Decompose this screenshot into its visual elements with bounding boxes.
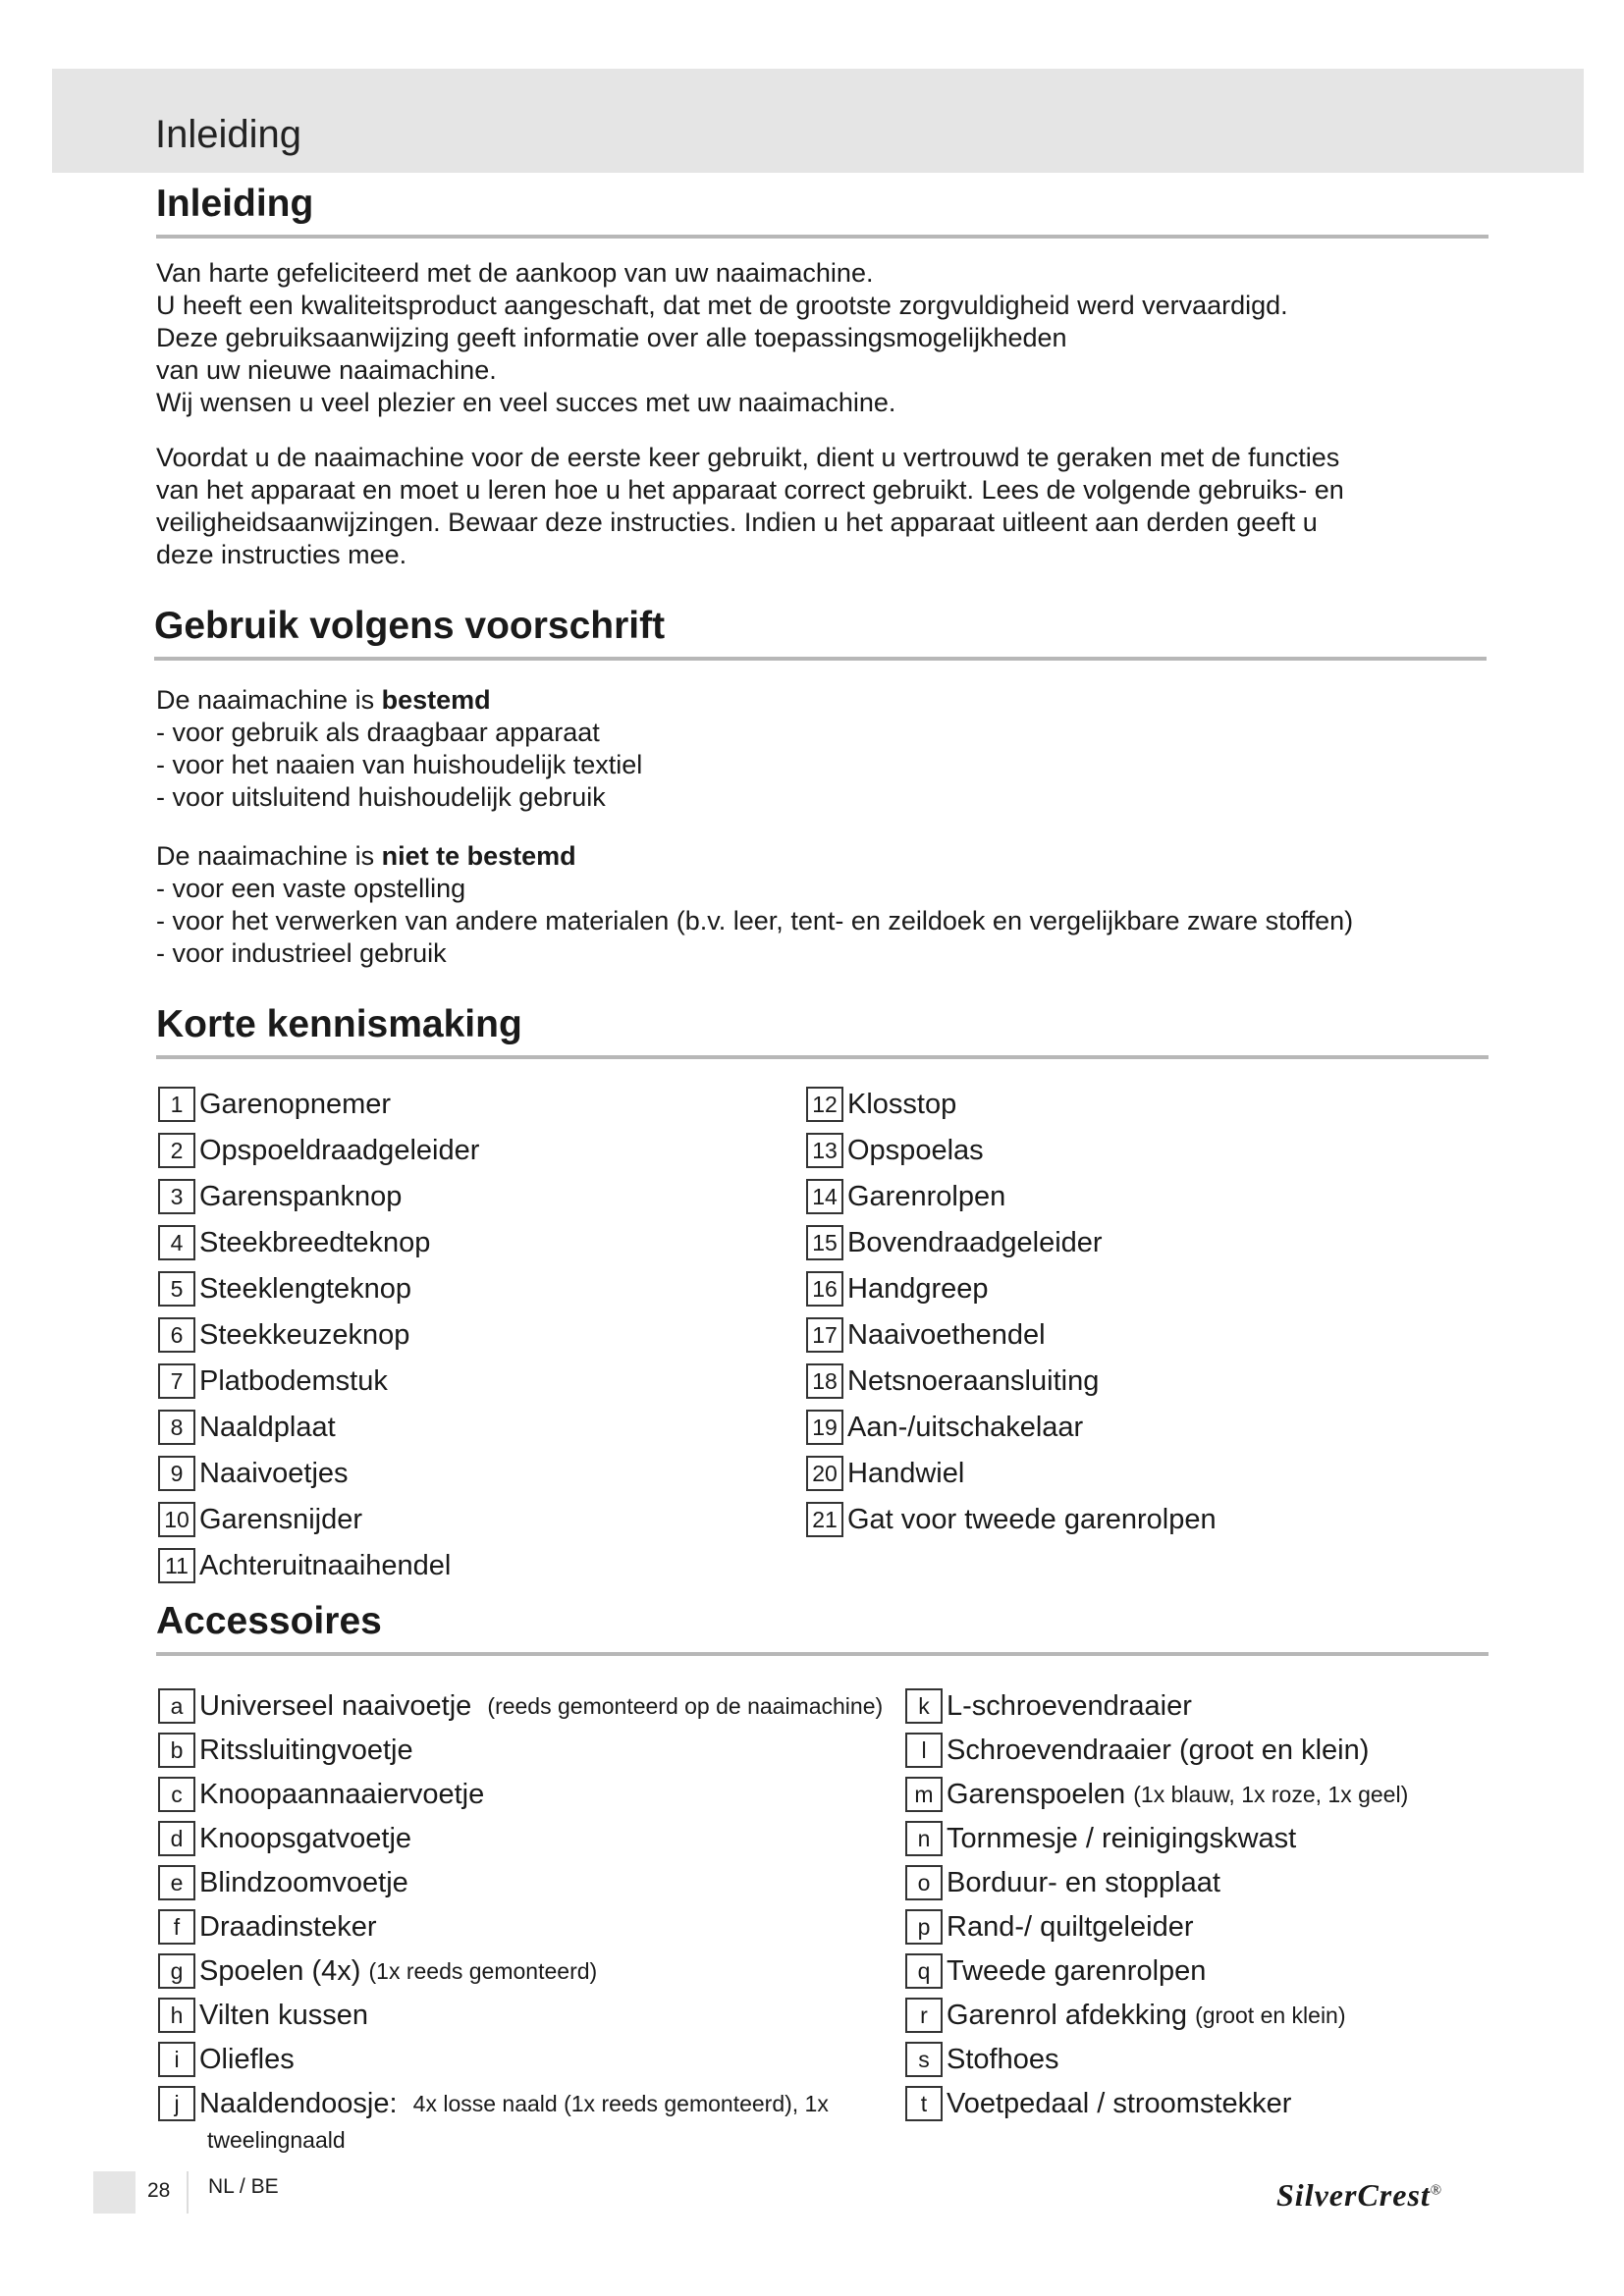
part-item: [806, 1454, 964, 1493]
accessory-note: 4x losse naald (1x reeds gemonteerd), 1x: [412, 2090, 829, 2116]
accessory-letter: d: [158, 1821, 195, 1856]
part-item: [806, 1177, 1005, 1216]
intended-heading: [156, 684, 1531, 717]
accessories-title: Accessoires: [156, 1600, 382, 1642]
header-title: Inleiding: [155, 113, 302, 156]
part-item: [806, 1500, 1217, 1539]
accessory-letter: k: [905, 1688, 943, 1724]
part-number: 20: [806, 1456, 843, 1491]
part-label: Klosstop: [847, 1088, 957, 1120]
accessory-letter: p: [905, 1909, 943, 1945]
accessory-letter: a: [158, 1688, 195, 1724]
part-item: [806, 1408, 1083, 1447]
accessory-letter: l: [905, 1733, 943, 1768]
part-number: 5: [158, 1271, 195, 1307]
brand-logo: [1276, 2177, 1442, 2214]
accessory-item: [905, 1996, 1346, 2035]
accessory-label: Spoelen (4x): [199, 1954, 361, 1987]
accessory-item: [158, 1686, 883, 1726]
part-item: [806, 1269, 989, 1308]
part-item: [806, 1085, 956, 1124]
accessory-label: Voetpedaal / stroomstekker: [947, 2087, 1292, 2119]
part-item: [158, 1408, 336, 1447]
text-line: deze instructies mee.: [156, 540, 407, 569]
part-label: Achteruitnaaihendel: [199, 1549, 452, 1581]
accessory-letter: r: [905, 1998, 943, 2033]
accessory-item: [905, 1686, 1192, 1726]
accessory-item: [905, 1819, 1296, 1858]
accessory-letter: n: [905, 1821, 943, 1856]
usage-section-heading: [154, 605, 1487, 661]
not-intended-heading: [156, 840, 1531, 873]
accessory-letter: i: [158, 2042, 195, 2077]
part-number: 1: [158, 1087, 195, 1122]
accessory-item: [905, 1863, 1220, 1902]
accessory-letter: m: [905, 1777, 943, 1812]
accessory-letter: g: [158, 1953, 195, 1989]
part-item: [158, 1546, 451, 1585]
part-label: Steekbreedteknop: [199, 1226, 431, 1258]
usage-intended-block: [156, 684, 1531, 814]
part-number: 9: [158, 1456, 195, 1491]
accessory-label: Universeel naaivoetje: [199, 1689, 472, 1722]
language-code: NL / BE: [208, 2175, 279, 2198]
accessory-letter: j: [158, 2086, 195, 2121]
part-number: 11: [158, 1548, 195, 1583]
text-line: Van harte gefeliciteerd met de aankoop van uw naaimachine.: [156, 258, 874, 288]
accessory-letter: o: [905, 1865, 943, 1900]
accessory-item: [158, 2084, 829, 2123]
part-label: Netsnoeraansluiting: [847, 1364, 1100, 1397]
accessory-item: [158, 1731, 413, 1770]
accessory-letter: b: [158, 1733, 195, 1768]
part-number: 4: [158, 1225, 195, 1260]
accessory-item: [158, 1996, 368, 2035]
accessory-note: (1x blauw, 1x roze, 1x geel): [1133, 1781, 1409, 1807]
part-number: 6: [158, 1317, 195, 1353]
accessory-label: Oliefles: [199, 2043, 295, 2075]
part-label: Bovendraadgeleider: [847, 1226, 1103, 1258]
part-label: Platbodemstuk: [199, 1364, 388, 1397]
part-label: Naaldplaat: [199, 1411, 336, 1443]
header-band: [52, 69, 1584, 173]
text-line: Wij wensen u veel plezier en veel succes met uw naaimachine.: [156, 388, 896, 417]
part-item: [158, 1085, 391, 1124]
part-number: 17: [806, 1317, 843, 1353]
intro-title: Inleiding: [156, 183, 314, 225]
part-label: Naaivoetjes: [199, 1457, 349, 1489]
intended-bold: bestemd: [381, 685, 491, 715]
accessory-label: Blindzoomvoetje: [199, 1866, 408, 1898]
list-item: - voor een vaste opstelling: [156, 874, 466, 903]
usage-title: Gebruik volgens voorschrift: [154, 605, 666, 647]
accessory-label: Knoopaannaaiervoetje: [199, 1778, 485, 1810]
list-item: - voor gebruik als draagbaar apparaat: [156, 718, 600, 747]
part-item: [806, 1315, 1046, 1355]
part-label: Gat voor tweede garenrolpen: [847, 1503, 1217, 1535]
part-item: [158, 1362, 388, 1401]
accessory-letter: f: [158, 1909, 195, 1945]
part-label: Garenopnemer: [199, 1088, 392, 1120]
part-number: 14: [806, 1179, 843, 1214]
accessory-item: [158, 1863, 408, 1902]
accessory-letter: q: [905, 1953, 943, 1989]
accessory-item: [905, 2040, 1058, 2079]
section-divider: [156, 235, 1489, 239]
part-item: [158, 1177, 402, 1216]
part-number: 10: [158, 1502, 195, 1537]
accessory-label: Schroevendraaier (groot en klein): [947, 1734, 1370, 1766]
accessory-note-continuation: tweelingnaald: [207, 2126, 346, 2153]
part-label: Steekkeuzeknop: [199, 1318, 410, 1351]
part-item: [158, 1131, 479, 1170]
accessory-item: [905, 1775, 1408, 1814]
accessory-item: [905, 1907, 1193, 1947]
accessory-label: Draadinsteker: [199, 1910, 377, 1943]
part-number: 13: [806, 1133, 843, 1168]
not-prefix: De naaimachine is: [156, 841, 382, 871]
list-item: - voor het verwerken van andere materialen (b.v. leer, tent- en zeildoek en vergelijkbare zware stoffen): [156, 906, 1354, 935]
footer-marker: [93, 2171, 135, 2214]
part-item: [158, 1315, 409, 1355]
accessory-letter: c: [158, 1777, 195, 1812]
accessory-label: Ritssluitingvoetje: [199, 1734, 413, 1766]
registered-mark: ®: [1430, 2182, 1443, 2199]
part-label: Garensnijder: [199, 1503, 363, 1535]
part-number: 16: [806, 1271, 843, 1307]
part-label: Aan-/uitschakelaar: [847, 1411, 1084, 1443]
accessory-label: Tweede garenrolpen: [947, 1954, 1207, 1987]
part-label: Opspoeldraadgeleider: [199, 1134, 480, 1166]
overview-title: Korte kennismaking: [156, 1003, 522, 1045]
part-number: 19: [806, 1410, 843, 1445]
accessory-label: Tornmesje / reinigingskwast: [947, 1822, 1297, 1854]
part-number: 15: [806, 1225, 843, 1260]
brand-name: SilverCrest: [1276, 2177, 1431, 2213]
accessory-letter: t: [905, 2086, 943, 2121]
text-line: U heeft een kwaliteitsproduct aangeschaft, dat met de grootste zorgvuldigheid werd vervaardigd.: [156, 291, 1288, 320]
intro-paragraph-2: [156, 442, 1531, 571]
part-number: 7: [158, 1363, 195, 1399]
text-line: Voordat u de naaimachine voor de eerste keer gebruikt, dient u vertrouwd te geraken met de functies: [156, 443, 1340, 472]
overview-section-heading: [156, 1003, 1489, 1059]
accessory-note: (1x reeds gemonteerd): [368, 1957, 598, 1984]
accessory-label: Garenspoelen: [947, 1778, 1126, 1810]
list-item: - voor uitsluitend huishoudelijk gebruik: [156, 782, 606, 812]
part-item: [158, 1223, 430, 1262]
accessory-note: (reeds gemonteerd op de naaimachine): [487, 1692, 884, 1719]
section-divider: [156, 1055, 1489, 1059]
accessory-item: [158, 2040, 295, 2079]
part-number: 8: [158, 1410, 195, 1445]
accessory-label: Stofhoes: [947, 2043, 1059, 2075]
footer-divider: [187, 2171, 189, 2214]
usage-not-intended-block: [156, 840, 1531, 970]
part-label: Steeklengteknop: [199, 1272, 412, 1305]
accessory-label: Vilten kussen: [199, 1999, 368, 2031]
part-item: [158, 1500, 362, 1539]
intro-paragraph-1: [156, 257, 1531, 419]
part-item: [806, 1362, 1099, 1401]
part-label: Garenspanknop: [199, 1180, 403, 1212]
part-item: [806, 1223, 1103, 1262]
accessory-label: Knoopsgatvoetje: [199, 1822, 412, 1854]
accessory-label: Rand-/ quiltgeleider: [947, 1910, 1194, 1943]
accessory-item: [158, 1819, 411, 1858]
part-number: 18: [806, 1363, 843, 1399]
accessory-label: Garenrol afdekking: [947, 1999, 1188, 2031]
accessory-item: [158, 1775, 484, 1814]
part-item: [158, 1454, 349, 1493]
section-divider: [154, 657, 1487, 661]
part-label: Garenrolpen: [847, 1180, 1006, 1212]
part-item: [158, 1269, 411, 1308]
accessory-item: [905, 1951, 1206, 1991]
intro-section-heading: [156, 183, 1489, 239]
accessory-label: Naaldendoosje:: [199, 2087, 398, 2119]
accessory-note: (groot en klein): [1195, 2002, 1346, 2028]
accessory-item: [905, 1731, 1369, 1770]
part-number: 21: [806, 1502, 843, 1537]
page-number: 28: [147, 2179, 171, 2202]
part-label: Naaivoethendel: [847, 1318, 1046, 1351]
text-line: Deze gebruiksaanwijzing geeft informatie over alle toepassingsmogelijkheden: [156, 323, 1067, 352]
text-line: veiligheidsaanwijzingen. Bewaar deze instructies. Indien u het apparaat uitleent aan derden geeft u: [156, 507, 1318, 537]
accessory-item: [158, 1951, 597, 1991]
accessory-item: [905, 2084, 1291, 2123]
part-number: 2: [158, 1133, 195, 1168]
not-bold: niet te bestemd: [381, 841, 576, 871]
text-line: van uw nieuwe naaimachine.: [156, 355, 497, 385]
accessory-letter: e: [158, 1865, 195, 1900]
accessory-item: [158, 1907, 377, 1947]
accessories-section-heading: [156, 1600, 1489, 1656]
list-item: - voor het naaien van huishoudelijk textiel: [156, 750, 643, 779]
accessory-label: L-schroevendraaier: [947, 1689, 1192, 1722]
text-line: van het apparaat en moet u leren hoe u het apparaat correct gebruikt. Lees de volgende gebruiks- en: [156, 475, 1344, 505]
accessory-letter: h: [158, 1998, 195, 2033]
part-item: [806, 1131, 984, 1170]
intended-prefix: De naaimachine is: [156, 685, 382, 715]
part-number: 3: [158, 1179, 195, 1214]
part-label: Handwiel: [847, 1457, 965, 1489]
accessory-letter: s: [905, 2042, 943, 2077]
accessory-label: Borduur- en stopplaat: [947, 1866, 1220, 1898]
part-number: 12: [806, 1087, 843, 1122]
list-item: - voor industrieel gebruik: [156, 938, 447, 968]
section-divider: [156, 1652, 1489, 1656]
part-label: Opspoelas: [847, 1134, 984, 1166]
part-label: Handgreep: [847, 1272, 989, 1305]
